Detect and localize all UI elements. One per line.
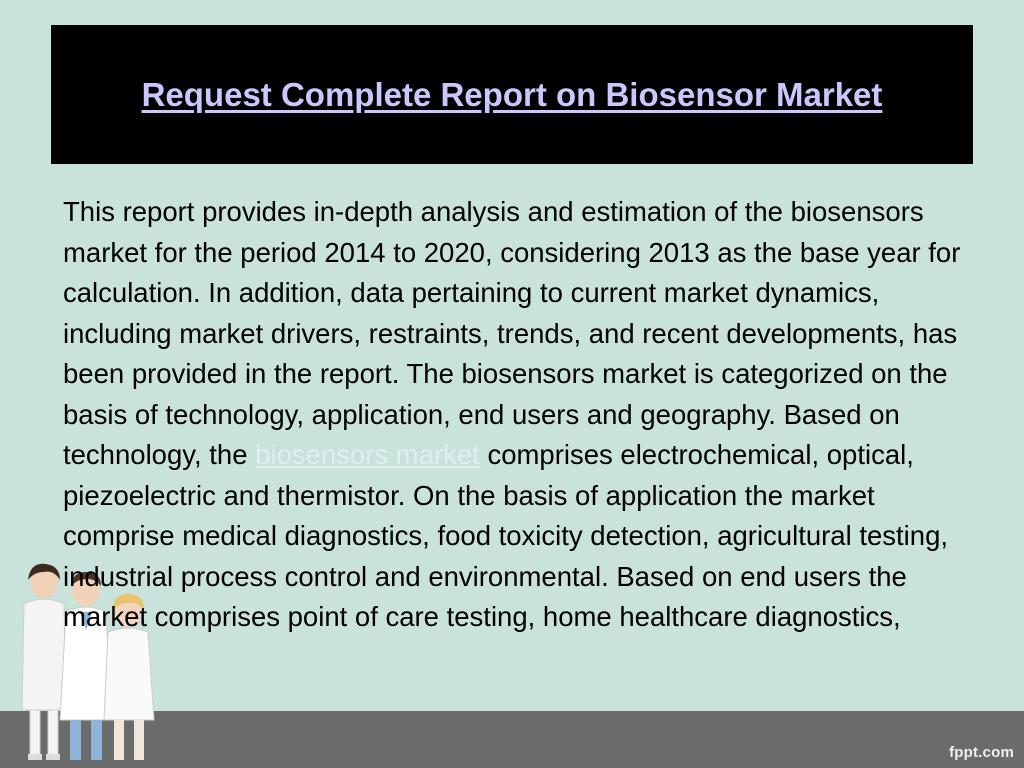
biosensors-market-link[interactable]: biosensors market bbox=[255, 439, 480, 470]
nurse-figure-left bbox=[22, 564, 66, 760]
description-text-part1: This report provides in-depth analysis and estimation of the biosensors market for the period 2014 to 2020, considering 2013 as the base year for calculation. In addition, data pertaining to current market dynamics, including market drivers, restraints, trends, and recent developments, has been provided in the report. The biosensors market is categorized on the basis of technology, application, end users and geography. Based on technology, the bbox=[63, 196, 961, 470]
description-text-part2: comprises electrochemical, optical, piezoelectric and thermistor. On the basis of application the market comprise medical diagnostics, food toxicity detection, agricultural testing, industrial process control and environmental. Based on end users the market comprises point of care testing, home healthcare diagnostics, bbox=[63, 439, 949, 632]
request-report-link[interactable]: Request Complete Report on Biosensor Market bbox=[141, 75, 883, 113]
fppt-watermark: fppt.com bbox=[949, 744, 1014, 761]
report-description bbox=[63, 192, 963, 638]
title-bar bbox=[51, 25, 973, 164]
